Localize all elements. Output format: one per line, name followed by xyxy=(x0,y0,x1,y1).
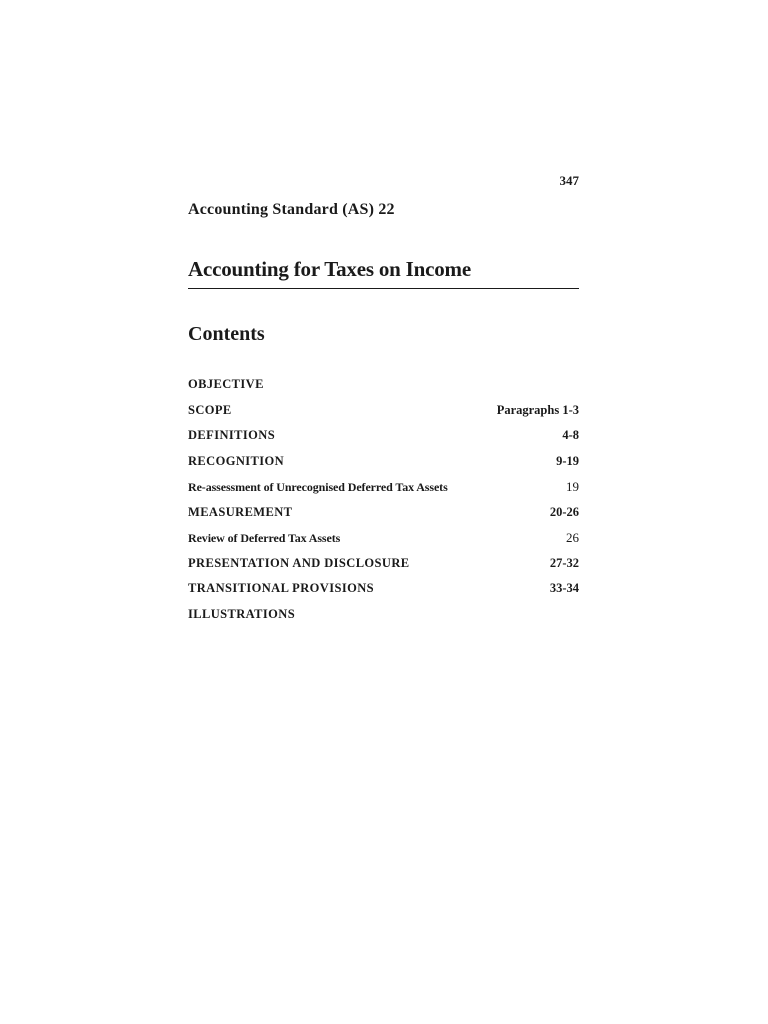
toc-label: TRANSITIONAL PROVISIONS xyxy=(188,581,374,595)
toc-row-scope xyxy=(188,403,579,429)
page-number: 347 xyxy=(559,173,579,188)
toc-page: 19 xyxy=(566,479,579,494)
toc-row-reassessment xyxy=(188,479,579,505)
toc-label: MEASUREMENT xyxy=(188,504,293,519)
toc-page: 20-26 xyxy=(549,504,579,519)
toc-row-definitions xyxy=(188,428,579,454)
toc-row-review xyxy=(188,530,579,556)
toc-label: Re-assessment of Unrecognised Deferred Tax Assets xyxy=(188,480,448,494)
toc-row-measurement xyxy=(188,505,579,531)
toc-page: 9-19 xyxy=(556,453,579,468)
toc-label: ILLUSTRATIONS xyxy=(188,606,296,621)
toc-row-objective xyxy=(188,377,579,403)
toc-row-presentation xyxy=(188,556,579,582)
toc-row-illustrations xyxy=(188,607,579,633)
toc-page: 27-32 xyxy=(549,555,579,570)
table-of-contents xyxy=(188,377,579,632)
title-divider xyxy=(188,288,579,289)
toc-row-recognition xyxy=(188,454,579,480)
toc-label: DEFINITIONS xyxy=(188,428,276,442)
toc-row-transitional xyxy=(188,581,579,607)
toc-label: OBJECTIVE xyxy=(188,377,264,391)
toc-page: Paragraphs 1-3 xyxy=(496,402,579,417)
standard-label: Accounting Standard (AS) 22 xyxy=(188,201,395,218)
toc-label: PRESENTATION AND DISCLOSURE xyxy=(188,555,410,570)
toc-page: 26 xyxy=(566,530,579,545)
toc-page: 4-8 xyxy=(562,428,579,442)
page-title: Accounting for Taxes on Income xyxy=(188,257,471,281)
toc-label: SCOPE xyxy=(188,402,232,417)
toc-label: Review of Deferred Tax Assets xyxy=(188,531,341,545)
toc-label: RECOGNITION xyxy=(188,453,285,468)
toc-page: 33-34 xyxy=(549,581,579,595)
contents-heading: Contents xyxy=(188,323,265,345)
